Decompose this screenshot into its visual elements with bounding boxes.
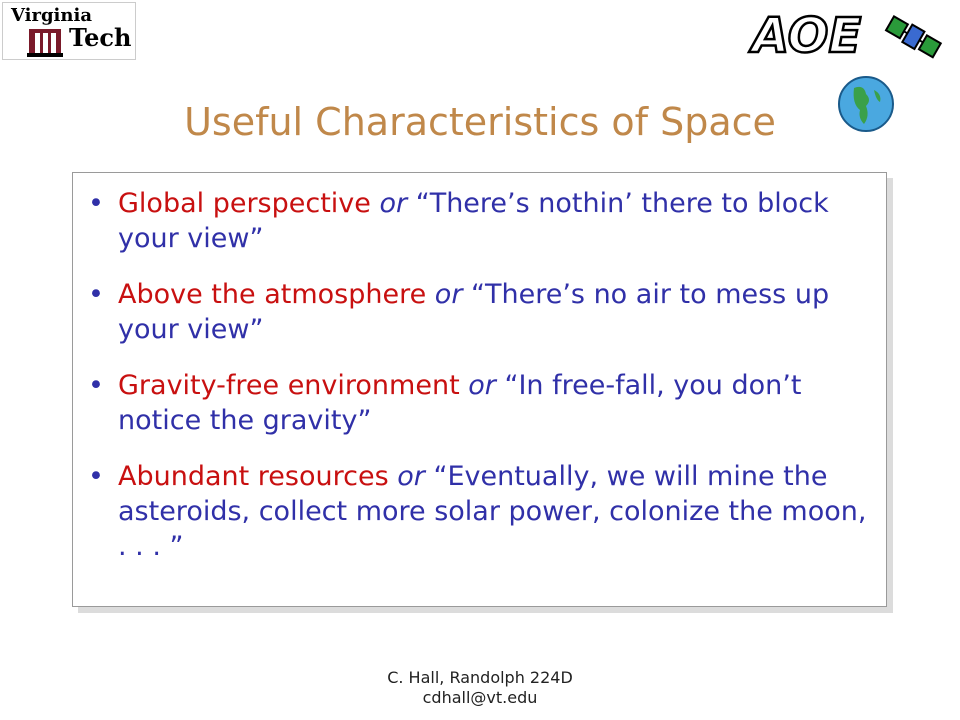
list-item xyxy=(84,186,874,256)
bullet-quote: “There’s nothin’ there to block your view” xyxy=(118,188,829,254)
satellite-icon xyxy=(885,15,942,59)
bullet-connector: or xyxy=(379,188,408,219)
bullet-quote: “There’s no air to mess up your view” xyxy=(118,279,830,345)
bullet-dot: • xyxy=(88,461,104,492)
virginia-tech-logo xyxy=(2,2,136,60)
bullet-head: Above the atmosphere xyxy=(118,279,427,310)
bullet-quote: “Eventually, we will mine the asteroids, collect more solar power, colonize the moon, . . . ” xyxy=(118,461,867,562)
tower-icon xyxy=(25,25,65,59)
bullet-connector: or xyxy=(434,279,463,310)
footer-author: C. Hall, Randolph 224D xyxy=(387,668,573,687)
bullet-list xyxy=(84,186,874,585)
footer xyxy=(0,668,960,708)
bullet-dot: • xyxy=(88,370,104,401)
bullet-connector: or xyxy=(397,461,425,492)
bullet-head: Global perspective xyxy=(118,188,371,219)
bullet-head: Gravity-free environment xyxy=(118,370,460,401)
aoe-logo xyxy=(740,0,960,70)
bullet-connector: or xyxy=(468,370,496,401)
list-item xyxy=(84,368,874,438)
bullet-dot: • xyxy=(88,188,104,219)
bullet-dot: • xyxy=(88,279,104,310)
list-item xyxy=(84,459,874,564)
list-item xyxy=(84,277,874,347)
logo-text-virginia: Virginia xyxy=(11,5,92,26)
slide-title: Useful Characteristics of Space xyxy=(184,100,776,144)
aoe-text: AOE xyxy=(752,8,862,64)
bullet-head: Abundant resources xyxy=(118,461,389,492)
footer-email: cdhall@vt.edu xyxy=(422,688,538,707)
bullet-quote: “In free-fall, you don’t notice the gravity” xyxy=(118,370,802,436)
logo-text-tech: Tech xyxy=(69,23,132,52)
